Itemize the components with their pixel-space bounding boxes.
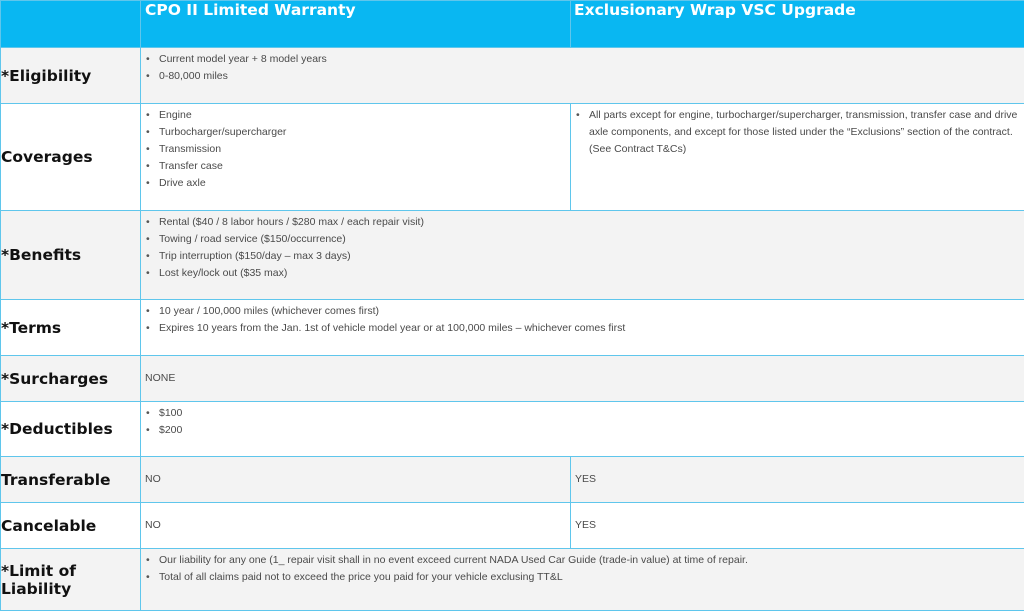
benefits-cell bbox=[141, 211, 1024, 300]
list-item: • Turbocharger/supercharger bbox=[145, 124, 570, 141]
row-terms bbox=[1, 300, 1024, 356]
row-label-benefits: *Benefits bbox=[1, 211, 141, 300]
row-cancelable bbox=[1, 503, 1024, 549]
terms-list bbox=[141, 300, 1024, 337]
header-exclusionary-wrap-vsc: Exclusionary Wrap VSC Upgrade bbox=[571, 1, 1024, 48]
list-item: • Trip interruption ($150/day – max 3 days) bbox=[145, 248, 1024, 265]
row-label-eligibility: *Eligibility bbox=[1, 48, 141, 104]
surcharges-value: NONE bbox=[141, 356, 1024, 387]
header-cpo-ii-limited-warranty: CPO II Limited Warranty bbox=[141, 1, 571, 48]
eligibility-cell bbox=[141, 48, 1024, 104]
row-benefits bbox=[1, 211, 1024, 300]
list-item: • All parts except for engine, turbocharger/supercharger, transmission, transfer case and drive axle components, and except for those listed under the “Exclusions” section of the contract. (See Contract T&Cs) bbox=[575, 107, 1024, 158]
list-item: • Total of all claims paid not to exceed the price you paid for your vehicle exclusing TT&L bbox=[145, 569, 1024, 586]
terms-cell bbox=[141, 300, 1024, 356]
row-surcharges bbox=[1, 356, 1024, 402]
deductibles-list bbox=[141, 402, 1024, 439]
list-item: • Current model year + 8 model years bbox=[145, 51, 1024, 68]
coverages-list bbox=[141, 104, 570, 192]
transferable-wrap-cell bbox=[571, 457, 1024, 503]
row-label-terms: *Terms bbox=[1, 300, 141, 356]
liability-list bbox=[141, 549, 1024, 586]
list-item: • Drive axle bbox=[145, 175, 570, 192]
list-item: • Engine bbox=[145, 107, 570, 124]
row-label-cancelable: Cancelable bbox=[1, 503, 141, 549]
surcharges-cell bbox=[141, 356, 1024, 402]
list-item: • Expires 10 years from the Jan. 1st of vehicle model year or at 100,000 miles – whichever comes first bbox=[145, 320, 1024, 337]
header-empty-cell bbox=[1, 1, 141, 48]
transferable-cpo-value: NO bbox=[141, 457, 570, 488]
coverages-wrap-list bbox=[571, 104, 1024, 158]
deductibles-cell bbox=[141, 402, 1024, 457]
transferable-wrap-value: YES bbox=[571, 457, 1024, 488]
cancelable-wrap-cell bbox=[571, 503, 1024, 549]
row-limit-of-liability bbox=[1, 549, 1024, 611]
row-label-transferable: Transferable bbox=[1, 457, 141, 503]
list-item: • Towing / road service ($150/occurrence) bbox=[145, 231, 1024, 248]
coverages-wrap-cell bbox=[571, 104, 1024, 211]
row-label-deductibles: *Deductibles bbox=[1, 402, 141, 457]
row-label-surcharges: *Surcharges bbox=[1, 356, 141, 402]
list-item: • Rental ($40 / 8 labor hours / $280 max / each repair visit) bbox=[145, 214, 1024, 231]
header-row bbox=[1, 1, 1024, 48]
row-label-limit-of-liability: *Limit of Liability bbox=[1, 549, 141, 611]
liability-cell bbox=[141, 549, 1024, 611]
cancelable-cpo-cell bbox=[141, 503, 571, 549]
list-item: • $200 bbox=[145, 422, 1024, 439]
row-transferable bbox=[1, 457, 1024, 503]
row-eligibility bbox=[1, 48, 1024, 104]
list-item: • 0-80,000 miles bbox=[145, 68, 1024, 85]
row-label-coverages: Coverages bbox=[1, 104, 141, 211]
cancelable-wrap-value: YES bbox=[571, 503, 1024, 534]
cancelable-cpo-value: NO bbox=[141, 503, 570, 534]
list-item: • Lost key/lock out ($35 max) bbox=[145, 265, 1024, 282]
row-deductibles bbox=[1, 402, 1024, 457]
row-coverages bbox=[1, 104, 1024, 211]
coverages-cpo-cell bbox=[141, 104, 571, 211]
list-item: • 10 year / 100,000 miles (whichever comes first) bbox=[145, 303, 1024, 320]
list-item: • Transmission bbox=[145, 141, 570, 158]
list-item: • Our liability for any one (1_ repair visit shall in no event exceed current NADA Used Car Guide (trade-in value) at time of repair. bbox=[145, 552, 1024, 569]
list-item: • $100 bbox=[145, 405, 1024, 422]
benefits-list bbox=[141, 211, 1024, 282]
eligibility-list bbox=[141, 48, 1024, 85]
transferable-cpo-cell bbox=[141, 457, 571, 503]
list-item: • Transfer case bbox=[145, 158, 570, 175]
